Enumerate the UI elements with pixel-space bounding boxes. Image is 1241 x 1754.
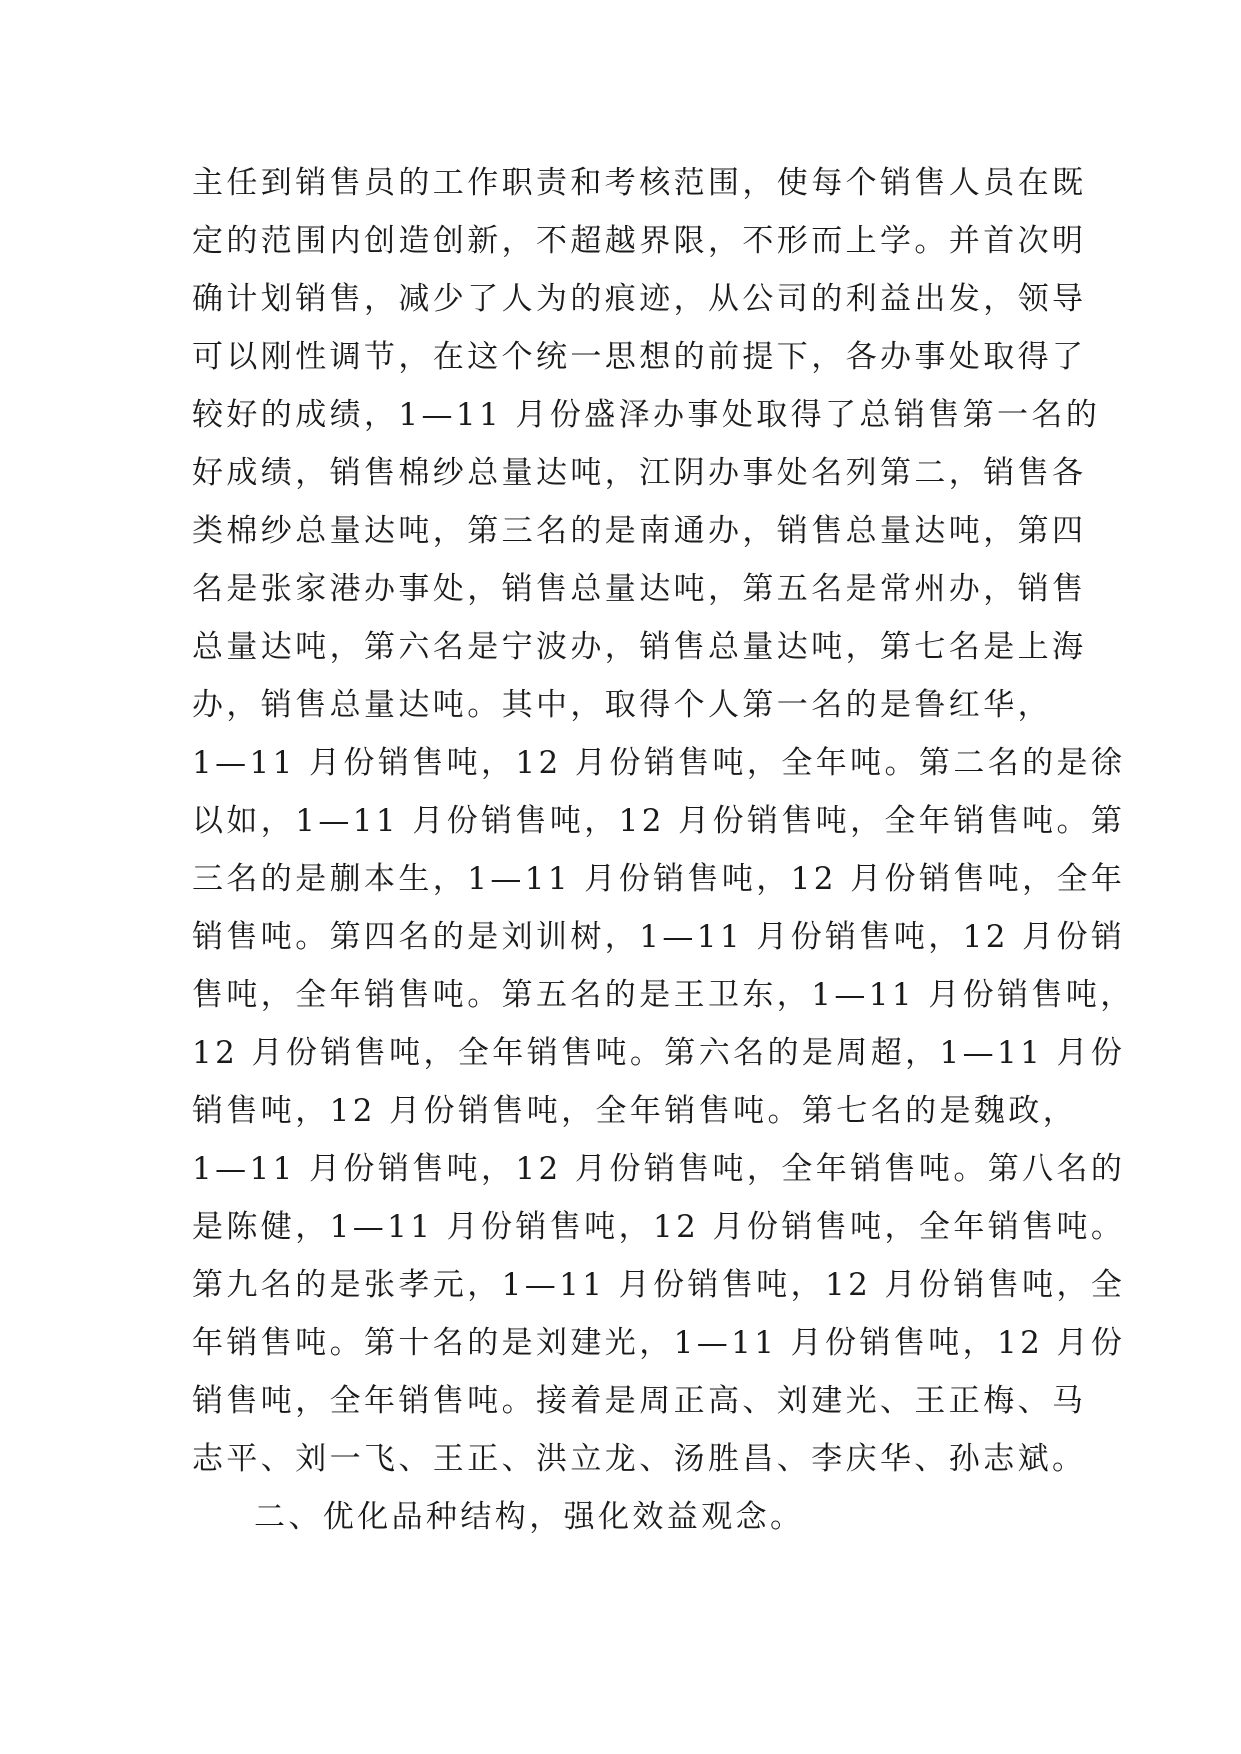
- text-line: 1—11 月份销售吨，12 月份销售吨，全年销售吨。第八名的: [192, 1151, 1126, 1187]
- text-line: 以如，1—11 月份销售吨，12 月份销售吨，全年销售吨。第: [192, 803, 1126, 839]
- text-line: 1—11 月份销售吨，12 月份销售吨，全年吨。第二名的是徐: [192, 745, 1126, 781]
- text-line: 较好的成绩，1—11 月份盛泽办事处取得了总销售第一名的: [192, 397, 1101, 433]
- text-line: 可以刚性调节，在这个统一思想的前提下，各办事处取得了: [192, 339, 1087, 375]
- text-line: 售吨，全年销售吨。第五名的是王卫东，1—11 月份销售吨，: [192, 977, 1135, 1013]
- body-text: [192, 154, 1135, 1546]
- text-line: 三名的是蒯本生，1—11 月份销售吨，12 月份销售吨，全年: [192, 861, 1126, 897]
- text-line: 定的范围内创造创新，不超越界限，不形而上学。并首次明: [192, 223, 1087, 259]
- text-line: 年销售吨。第十名的是刘建光，1—11 月份销售吨，12 月份: [192, 1325, 1126, 1361]
- text-line: 办，销售总量达吨。其中，取得个人第一名的是鲁红华，: [192, 687, 1052, 723]
- text-line: 销售吨。第四名的是刘训树，1—11 月份销售吨，12 月份销: [192, 919, 1126, 955]
- text-line: 销售吨，12 月份销售吨，全年销售吨。第七名的是魏政，: [192, 1093, 1078, 1129]
- text-line: 名是张家港办事处，销售总量达吨，第五名是常州办，销售: [192, 571, 1087, 607]
- text-line: 好成绩，销售棉纱总量达吨，江阴办事处名列第二，销售各: [192, 455, 1087, 491]
- text-line: 类棉纱总量达吨，第三名的是南通办，销售总量达吨，第四: [192, 513, 1087, 549]
- text-line: 主任到销售员的工作职责和考核范围，使每个销售人员在既: [192, 165, 1087, 201]
- text-line: 确计划销售，减少了人为的痕迹，从公司的利益出发，领导: [192, 281, 1087, 317]
- section-heading: 二、优化品种结构，强化效益观念。: [254, 1499, 805, 1535]
- text-line: 12 月份销售吨，全年销售吨。第六名的是周超，1—11 月份: [192, 1035, 1126, 1071]
- text-line: 总量达吨，第六名是宁波办，销售总量达吨，第七名是上海: [192, 629, 1087, 665]
- text-line: 销售吨，全年销售吨。接着是周正高、刘建光、王正梅、马: [192, 1383, 1087, 1419]
- text-line: 第九名的是张孝元，1—11 月份销售吨，12 月份销售吨，全: [192, 1267, 1126, 1303]
- text-line: 是陈健，1—11 月份销售吨，12 月份销售吨，全年销售吨。: [192, 1209, 1126, 1245]
- text-line: 志平、刘一飞、王正、洪立龙、汤胜昌、李庆华、孙志斌。: [192, 1441, 1087, 1477]
